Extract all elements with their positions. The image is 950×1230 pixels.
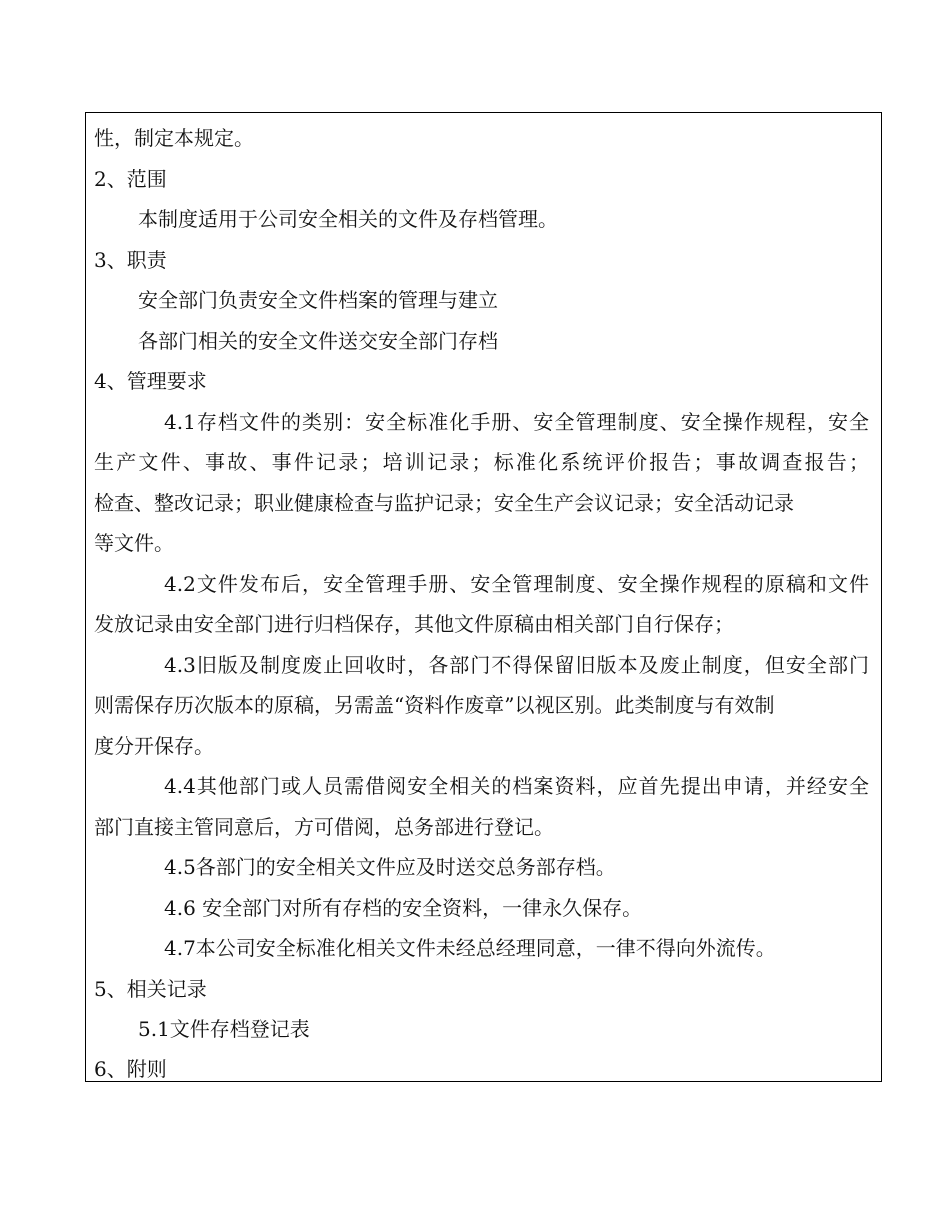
section-heading-scope: 2、范围 <box>94 167 167 191</box>
text-line: 部门直接主管同意后，方可借阅，总务部进行登记。 <box>94 815 554 839</box>
text-line: 度分开保存。 <box>94 734 214 758</box>
text-line: 4.2文件发布后，安全管理手册、安全管理制度、安全操作规程的原稿和文件 <box>164 572 869 596</box>
text-line: 本制度适用于公司安全相关的文件及存档管理。 <box>138 207 558 231</box>
section-heading-records: 5、相关记录 <box>94 977 207 1001</box>
text-line: 安全部门负责安全文件档案的管理与建立 <box>138 288 498 312</box>
text-line: 4.4其他部门或人员需借阅安全相关的档案资料，应首先提出申请，并经安全 <box>164 774 869 798</box>
text-line: 检查、整改记录；职业健康检查与监护记录；安全生产会议记录；安全活动记录 <box>94 491 794 515</box>
text-line: 等文件。 <box>94 531 174 555</box>
text-line: 发放记录由安全部门进行归档保存，其他文件原稿由相关部门自行保存； <box>94 612 734 636</box>
section-heading-appendix: 6、附则 <box>94 1057 167 1081</box>
text-line: 生产文件、事故、事件记录；培训记录；标准化系统评价报告；事故调查报告； <box>94 450 869 474</box>
text-line: 5.1文件存档登记表 <box>138 1017 310 1041</box>
text-line: 则需保存历次版本的原稿，另需盖“资料作废章”以视区别。此类制度与有效制 <box>94 693 775 717</box>
text-line: 4.5各部门的安全相关文件应及时送交总务部存档。 <box>164 855 616 879</box>
section-heading-requirements: 4、管理要求 <box>94 369 207 393</box>
section-heading-duties: 3、职责 <box>94 248 167 272</box>
text-line: 4.6 安全部门对所有存档的安全资料，一律永久保存。 <box>164 896 643 920</box>
text-line: 各部门相关的安全文件送交安全部门存档 <box>138 329 498 353</box>
text-line: 4.3旧版及制度废止回收时，各部门不得保留旧版本及废止制度，但安全部门 <box>164 653 869 677</box>
text-line: 4.1存档文件的类别：安全标准化手册、安全管理制度、安全操作规程，安全 <box>164 410 869 434</box>
document-frame <box>85 112 882 1082</box>
text-line: 4.7本公司安全标准化相关文件未经总经理同意，一律不得向外流传。 <box>164 936 776 960</box>
text-line: 性，制定本规定。 <box>94 126 254 150</box>
